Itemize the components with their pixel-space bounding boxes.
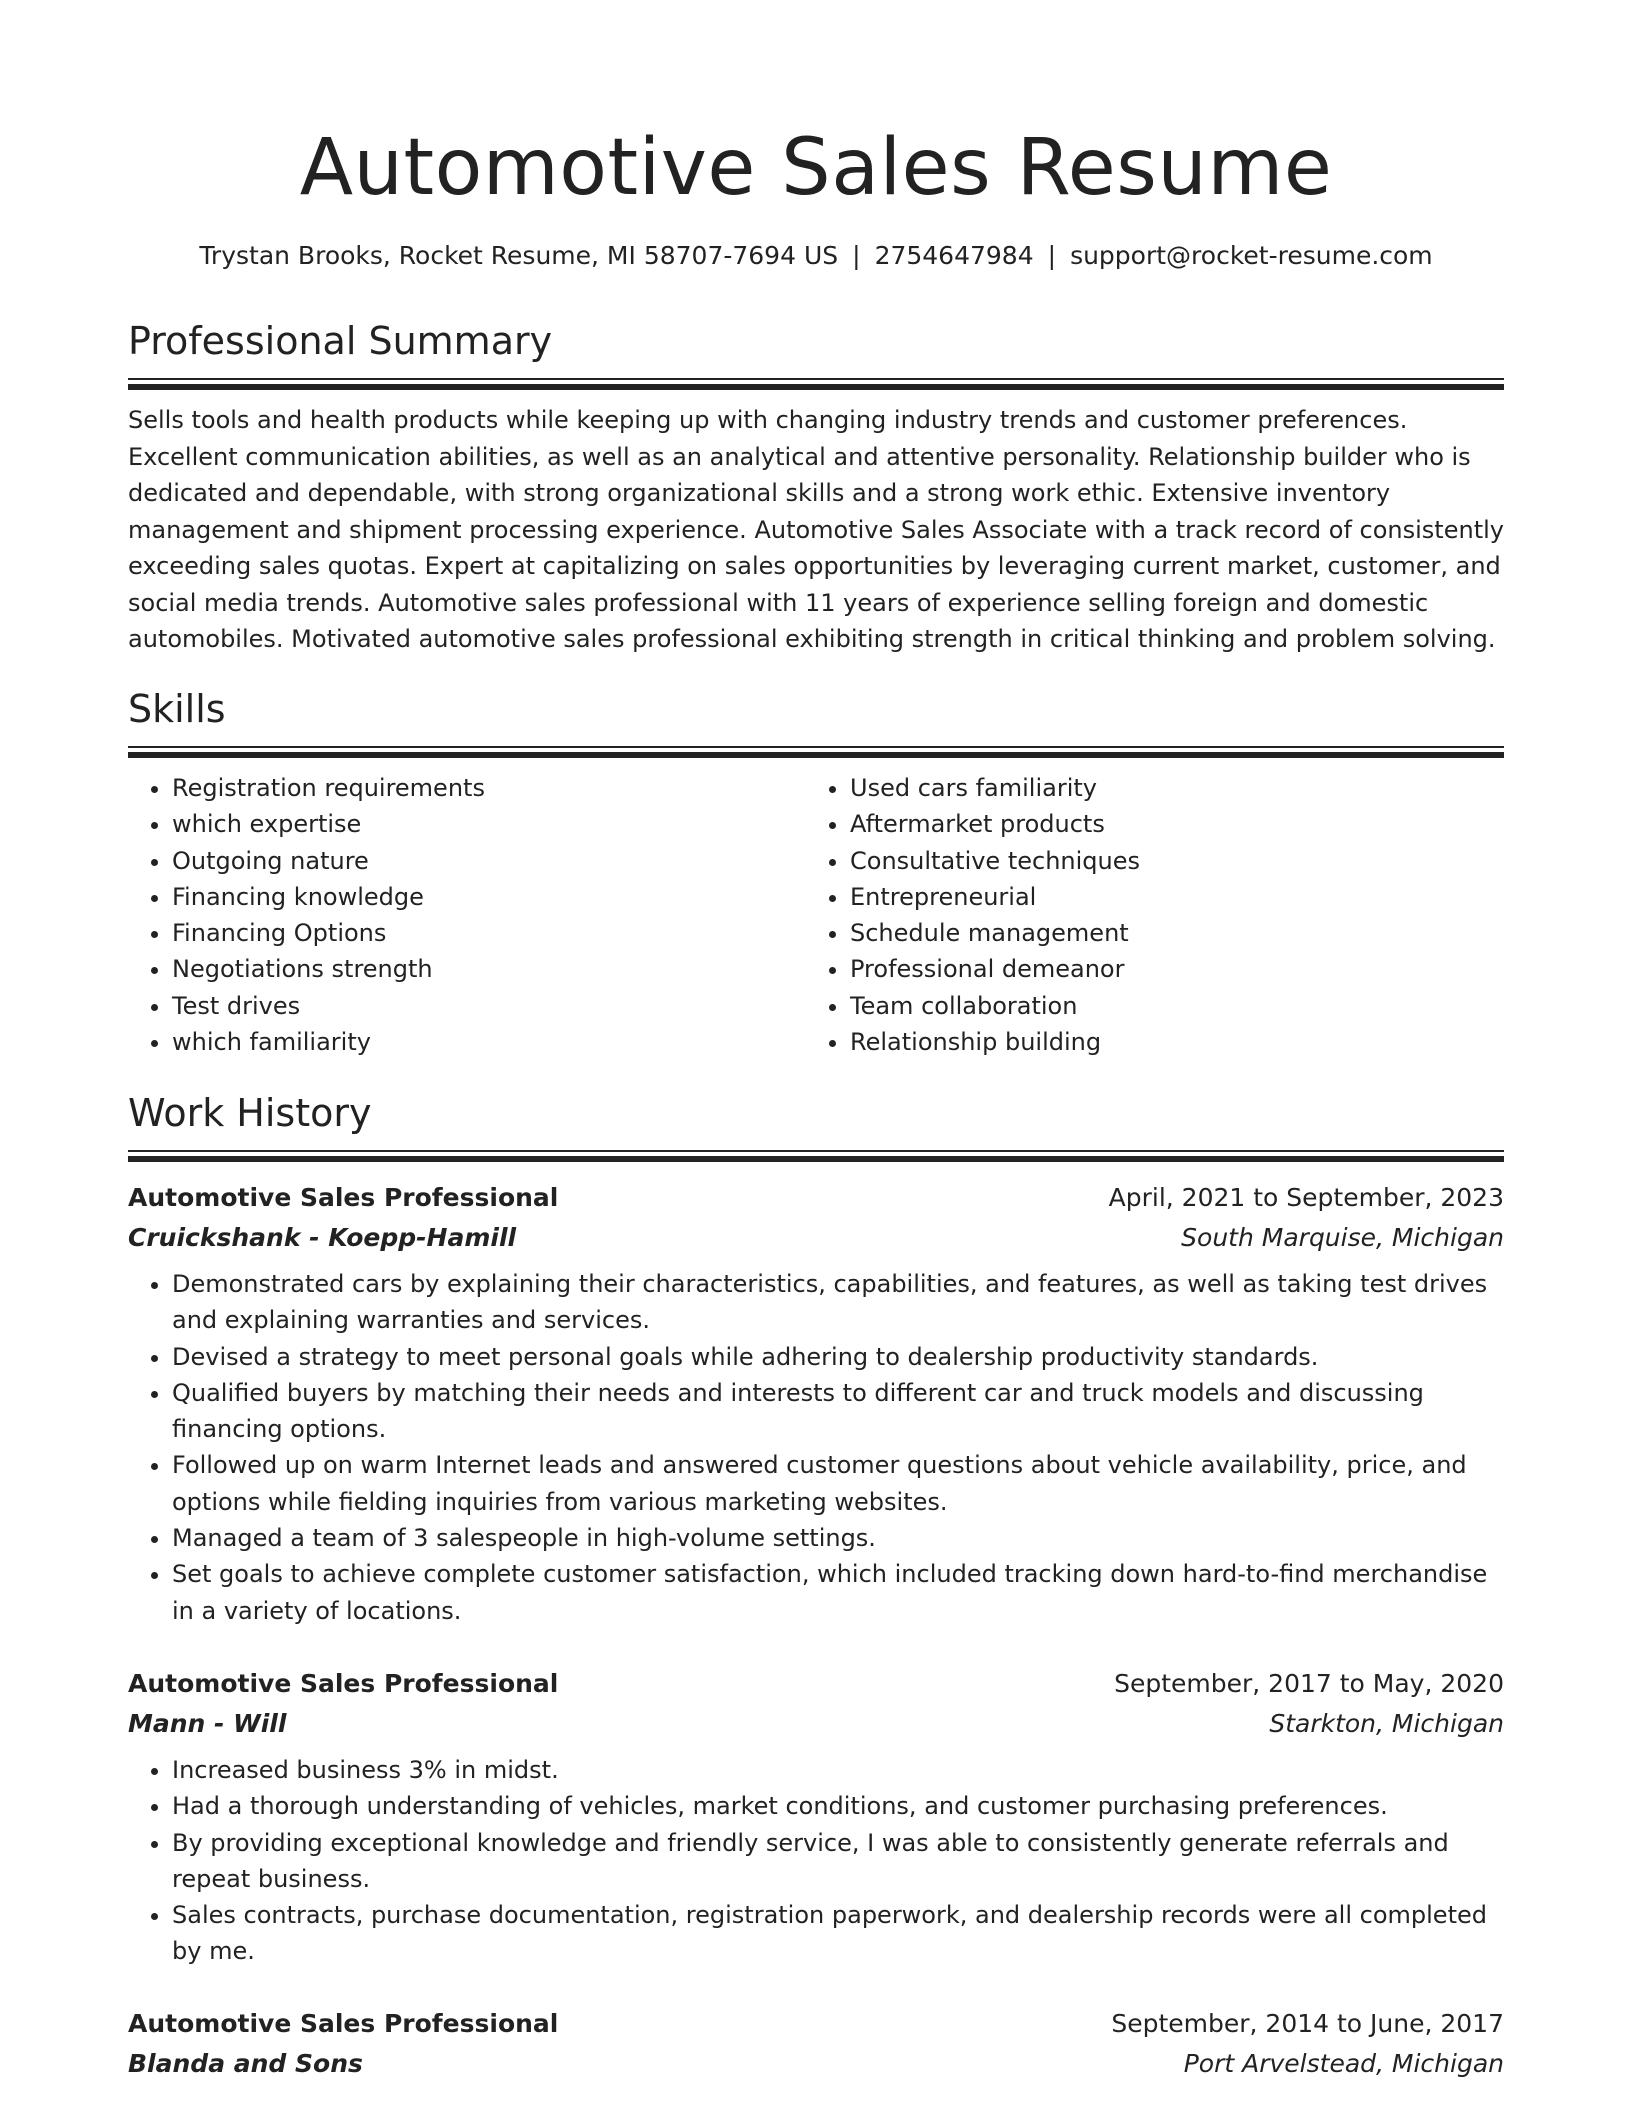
contact-email: support@rocket-resume.com — [1070, 241, 1433, 270]
job-subheader — [128, 1218, 1504, 1258]
skill-item: • Entrepreneurial — [850, 879, 1484, 915]
job-bullet: • Set goals to achieve complete customer satisfaction, which included tracking down hard-to-find merchandise in a variety of locations. — [172, 1556, 1504, 1629]
job-title: Automotive Sales Professional — [128, 1669, 559, 1698]
job-title: Automotive Sales Professional — [128, 1183, 559, 1212]
job-location: Port Arvelstead, Michigan — [1183, 2049, 1504, 2078]
job-header — [128, 2004, 1504, 2044]
skill-item: • Aftermarket products — [850, 806, 1484, 842]
summary-text: Sells tools and health products while keeping up with changing industry trends and customer preferences. Excellent communication abilities, as well as an analytical and attentive personality. Relationship builder who is dedicated and dependable, with strong organizational skills and a strong work ethic. Extensive inventory management and shipment processing experience. Automotive Sales Associate with a track record of consistently exceeding sales quotas. Expert at capitalizing on sales opportunities by leveraging current market, customer, and social media trends. Automotive sales professional with 11 years of experience selling foreign and domestic automobiles. Motivated automotive sales professional exhibiting strength in critical thinking and problem solving. — [128, 406, 1504, 653]
skill-item: • Outgoing nature — [172, 843, 806, 879]
job-subheader — [128, 2044, 1504, 2084]
skill-item: • Schedule management — [850, 915, 1484, 951]
job-entry — [128, 1664, 1504, 1970]
job-location: Starkton, Michigan — [1269, 1709, 1504, 1738]
job-header — [128, 1664, 1504, 1704]
contact-phone: 2754647984 — [874, 241, 1034, 270]
summary-section — [128, 316, 1504, 658]
section-divider — [128, 1150, 1504, 1162]
job-company: Blanda and Sons — [128, 2049, 363, 2078]
section-heading: Skills — [128, 687, 226, 731]
resume-title: Automotive Sales Resume — [299, 123, 1333, 213]
job-bullet: • Sales contracts, purchase documentation, registration paperwork, and dealership records were all completed by me. — [172, 1897, 1504, 1970]
job-bullet: • Demonstrated cars by explaining their characteristics, capabilities, and features, as well as taking test drives and explaining warranties and services. — [172, 1266, 1504, 1339]
skills-section — [128, 684, 1504, 1060]
section-heading: Work History — [128, 1091, 372, 1135]
skills-columns — [128, 770, 1504, 1060]
skill-item: • Consultative techniques — [850, 843, 1484, 879]
job-entry — [128, 1178, 1504, 1629]
contact-separator: | — [1047, 241, 1057, 270]
skill-item: • Used cars familiarity — [850, 770, 1484, 806]
job-dates: April, 2021 to September, 2023 — [1108, 1183, 1504, 1212]
job-entry — [128, 2004, 1504, 2084]
job-bullets — [128, 1266, 1504, 1629]
work-history-section — [128, 1088, 1504, 1162]
job-bullet: • Increased business 3% in midst. — [172, 1752, 1504, 1788]
job-bullet: • Qualified buyers by matching their needs and interests to different car and truck models and discussing financing options. — [172, 1375, 1504, 1448]
job-dates: September, 2017 to May, 2020 — [1114, 1669, 1504, 1698]
job-company: Cruickshank - Koepp-Hamill — [128, 1223, 517, 1252]
skill-item: • Relationship building — [850, 1024, 1484, 1060]
skills-list-left — [128, 770, 806, 1060]
job-dates: September, 2014 to June, 2017 — [1111, 2009, 1504, 2038]
skill-item: • Negotiations strength — [172, 951, 806, 987]
job-title: Automotive Sales Professional — [128, 2009, 559, 2038]
skill-item: • Financing knowledge — [172, 879, 806, 915]
skill-item: • Financing Options — [172, 915, 806, 951]
skills-list-right — [806, 770, 1484, 1060]
job-bullet: • Devised a strategy to meet personal goals while adhering to dealership productivity standards. — [172, 1339, 1504, 1375]
section-divider — [128, 746, 1504, 758]
skill-item: • Test drives — [172, 988, 806, 1024]
job-company: Mann - Will — [128, 1709, 287, 1738]
section-divider — [128, 378, 1504, 390]
job-bullet: • By providing exceptional knowledge and friendly service, I was able to consistently generate referrals and repeat business. — [172, 1825, 1504, 1898]
skill-item: • Team collaboration — [850, 988, 1484, 1024]
job-header — [128, 1178, 1504, 1218]
contact-address: Trystan Brooks, Rocket Resume, MI 58707-7694 US — [199, 241, 839, 270]
section-heading: Professional Summary — [128, 319, 553, 363]
job-bullet: • Managed a team of 3 salespeople in high-volume settings. — [172, 1520, 1504, 1556]
skill-item: • which expertise — [172, 806, 806, 842]
skill-item: • which familiarity — [172, 1024, 806, 1060]
contact-line — [128, 236, 1504, 276]
skill-item: • Registration requirements — [172, 770, 806, 806]
contact-separator: | — [852, 241, 861, 270]
skill-item: • Professional demeanor — [850, 951, 1484, 987]
job-subheader — [128, 1704, 1504, 1744]
job-bullet: • Had a thorough understanding of vehicles, market conditions, and customer purchasing preferences. — [172, 1788, 1504, 1824]
job-bullets — [128, 1752, 1504, 1970]
job-bullet: • Followed up on warm Internet leads and answered customer questions about vehicle availability, price, and options while fielding inquiries from various marketing websites. — [172, 1447, 1504, 1520]
job-location: South Marquise, Michigan — [1181, 1223, 1504, 1252]
